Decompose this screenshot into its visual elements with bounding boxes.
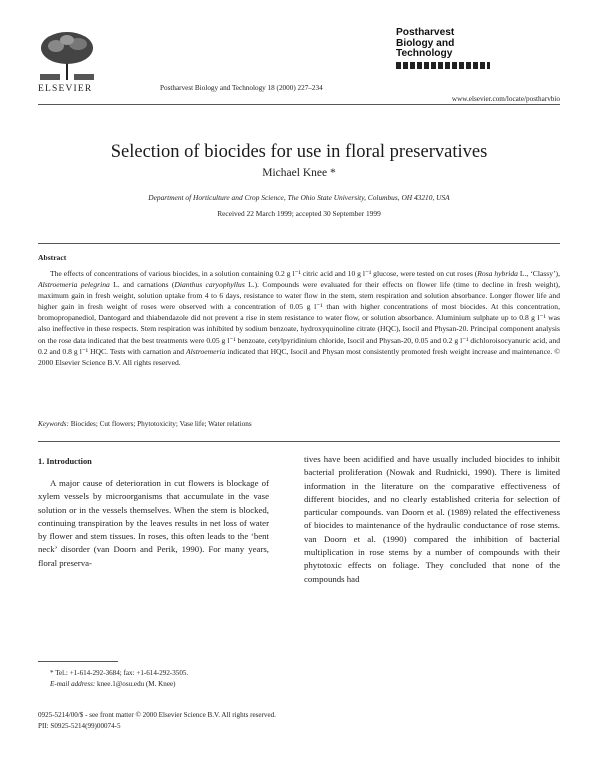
brand-bars (396, 62, 490, 69)
copyright-line: 0925-5214/00/$ - see front matter © 2000 Elsevier Science B.V. All rights reserved. (38, 711, 276, 719)
email-address[interactable]: knee.1@osu.edu (M. Knee) (97, 679, 176, 688)
body-column-right: tives have been acidified and have usually included biocides to inhibit bacterial proliferation (Nowak and Rudnicki, 1990). There is limited information in the literature on the comparative effectiveness of different biocides, and no clearly established criteria for selection of particular compounds. van Doorn et al. (1989) related the effectiveness of biocides to maintenance of the hydraulic conductance of rose stems. van Doorn et al. (1990) compared the inhibition of bacterial multiplication in rose stems by a number of compounds with their phytotoxic effects on foliage. They concluded that none of the compounds had (304, 454, 560, 584)
abstract-segment: indicated that HQC, Isocil and Physan most consistently promoted fresh weight increase and maintenance. © 2000 Elsevier Science B.V. All rights reserved. (38, 346, 560, 367)
section-heading: 1. Introduction (38, 457, 92, 466)
abstract-segment: L., ‘Classy’), (517, 269, 560, 278)
journal-brand-line: Biology and (396, 37, 455, 49)
email-label: E-mail address: (50, 679, 96, 688)
publication-info (38, 710, 438, 732)
abstract-species: Alstroemeria (186, 346, 226, 356)
author-affiliation: Department of Horticulture and Crop Science, The Ohio State University, Columbus, OH 43210, USA (148, 193, 450, 202)
abstract-species: Dianthus caryophyllus (174, 280, 245, 290)
header-divider (38, 104, 560, 105)
journal-brand-line: Technology (396, 48, 453, 59)
abstract-text (38, 268, 560, 368)
received-dates: Received 22 March 1999; accepted 30 September 1999 (217, 209, 381, 218)
elsevier-tree-logo (38, 30, 96, 82)
footnote-email (50, 679, 290, 690)
article-title: Selection of biocides for use in floral preservatives (110, 142, 488, 162)
abstract-top-divider (38, 243, 560, 244)
abstract-species: Alstroemeria pelegrina (38, 280, 110, 290)
tree-logo-icon (38, 30, 96, 82)
footnote-divider (38, 661, 118, 662)
abstract-segment: The effects of concentrations of various biocides, in a solution containing 0.2 g l⁻¹ citric acid and 10 g l⁻¹ glucose, were tested on cut roses ( (50, 269, 478, 278)
keywords (38, 420, 560, 428)
journal-brand-line: Postharvest (396, 27, 455, 38)
footnote (50, 668, 290, 690)
journal-citation: Postharvest Biology and Technology 18 (2000) 227–234 (160, 84, 323, 92)
article-author: Michael Knee * (262, 167, 336, 179)
publisher-name: ELSEVIER (38, 84, 93, 94)
journal-url[interactable]: www.elsevier.com/locate/postharvbio (451, 95, 560, 103)
abstract-heading: Abstract (38, 253, 67, 262)
pii-line: PII: S0925-5214(99)00074-5 (38, 721, 121, 730)
abstract-segment: L.). Compounds were evaluated for their effects on flower life (time to decline in fresh weight), maximum gain in fresh weight, solution uptake from 4 to 6 days, resistance to water flow in the stem, stem respiration and solution absorbance. Longer flower life and higher gain in fresh weight of roses were observed with a concentration of 0.05 g l⁻¹ than with higher concentrations of most biocides. At this concentration, bromopropanediol, Dantogard and thiabendazole did not prevent a rise in stem resistance to water flow, or solution absorbance. Aluminium sulphate up to 0.8 g l⁻¹ was also ineffective in these respects. Stem respiration was inhibited by sodium benzoate, hydroxyquinoline citrate (HQC), Isocil and Physan-20. Principal component analysis on the rose data indicated that the best treatments were 0.05 g l⁻¹ benzoate, cetylpyridinium chloride, Isocil and Physan-20, 0.05 and 0.2 g l⁻¹ dichloroisocyanuric acid, and 0.2 and 0.8 g l⁻¹ HQC. Tests with carnation and (38, 280, 560, 356)
journal-brand (396, 28, 490, 69)
keywords-list: Biocides; Cut flowers; Phytotoxicity; Vase life; Water relations (70, 420, 252, 428)
footnote-contact: * Tel.: +1-614-292-3684; fax: +1-614-292-3505. (50, 669, 189, 677)
abstract-segment: L. and carnations ( (109, 280, 175, 290)
body-column-left: A major cause of deterioration in cut flowers is blockage of xylem vessels by microorganisms that accumulate in the vase solution or in the vessels themselves. When the stem is blocked, continuing transpiration by the leaves results in net loss of water by flower and stem tissues. In roses, this often leads to the ‘bent neck’ disorder (van Doorn and Perik, 1990). For many years, floral preserva- (38, 478, 269, 568)
abstract-species: Rosa hybrida (477, 269, 518, 278)
keywords-label: Keywords: (38, 420, 69, 428)
abstract-bottom-divider (38, 441, 560, 442)
